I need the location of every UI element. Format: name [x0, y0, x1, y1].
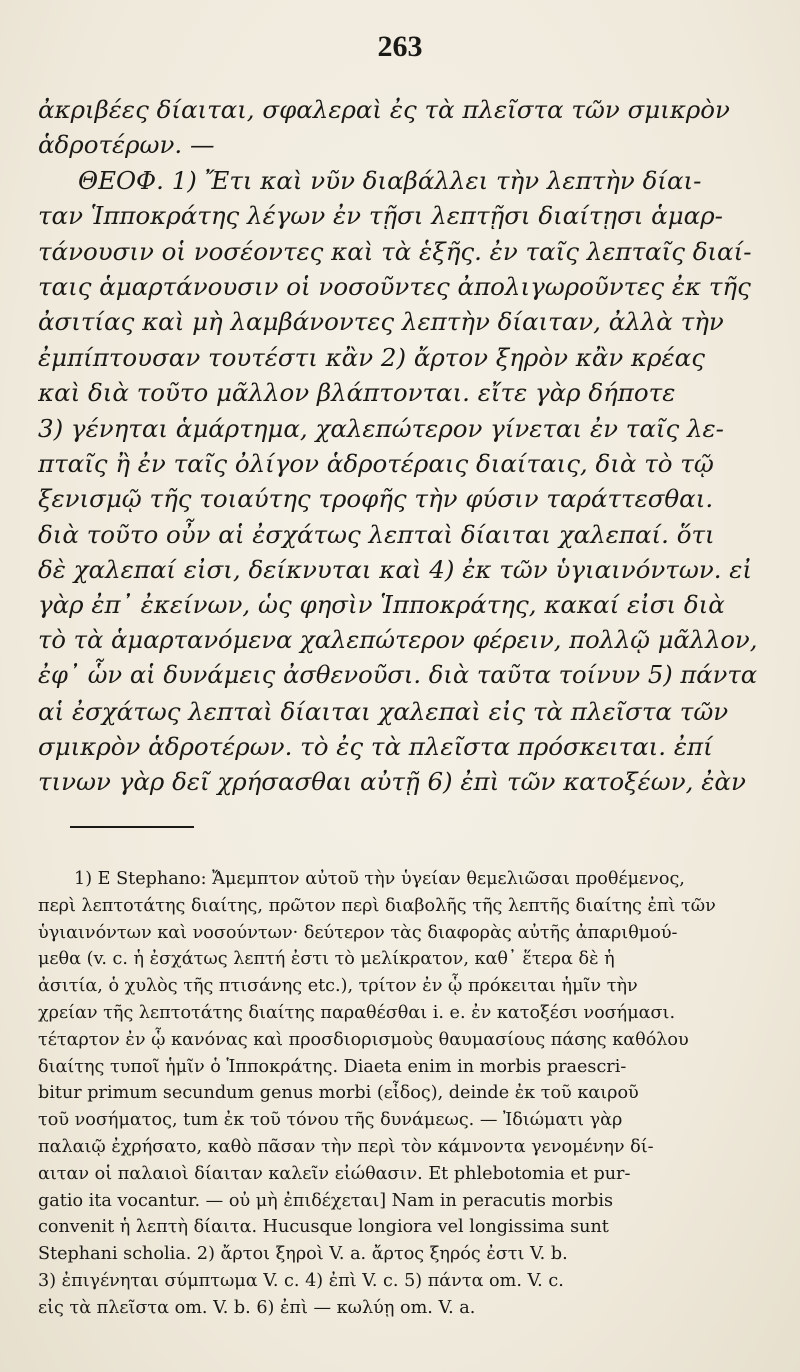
footnote-line: convenit ἡ λεπτὴ δίαιτα. Hucusque longiora vel longissima sunt: [38, 1217, 609, 1238]
text-line: τάνουσιν οἱ νοσέοντες καὶ τὰ ἑξῆς. ἐν ταῖς λεπταῖς διαί-: [38, 236, 752, 266]
footnote-line: εἰς τὰ πλεῖστα om. V. b. 6) ἐπὶ — κωλύῃ om. V. a.: [38, 1297, 476, 1318]
text-line: σμικρὸν ἁδροτέρων. τὸ ἐς τὰ πλεῖστα πρόσκειται. ἐπί: [38, 732, 713, 762]
text-line: 3) γένηται ἁμάρτημα, χαλεπώτερον γίνεται ἐν ταῖς λε-: [38, 413, 724, 443]
text-line: ἐμπίπτουσαν τουτέστι κἂν 2) ἄρτον ξηρὸν κἂν κρέας: [38, 342, 705, 372]
text-line: διὰ τοῦτο οὖν αἱ ἐσχάτως λεπταὶ δίαιται χαλεπαί. ὅτι: [38, 519, 715, 549]
text-line: ΘΕΟΦ. 1) Ἔτι καὶ νῦν διαβάλλει τὴν λεπτὴν δίαι-: [78, 165, 702, 195]
text-line: ἁδροτέρων. —: [38, 130, 215, 160]
text-line: δὲ χαλεπαί εἰσι, δείκνυται καὶ 4) ἐκ τῶν ὑγιαινόντων. εἰ: [38, 555, 753, 585]
text-line: ἀκριβέες δίαιται, σφαλεραὶ ἐς τὰ πλεῖστα τῶν σμικρὸν: [38, 95, 730, 124]
footnote-line: τέταρτον ἐν ᾧ κανόνας καὶ προσδιορισμοὺς θαυμασίους πάσης καθόλου: [38, 1029, 689, 1050]
page-number: 263: [377, 30, 423, 63]
footnote-line: τοῦ νοσήματος, tum ἐκ τοῦ τόνου τῆς δυνάμεως. — Ἰδιώματι γὰρ: [38, 1110, 623, 1131]
footnote-divider: [70, 826, 194, 828]
text-line: ἀσιτίας καὶ μὴ λαμβάνοντες λεπτὴν δίαιταν, ἀλλὰ τὴν: [38, 307, 724, 337]
footnote-line: ὑγιαινόντων καὶ νοσούντων· δεύτερον τὰς διαφορὰς αὐτῆς ἀπαριθμού-: [38, 922, 678, 943]
text-line: ἐφ᾿ ὧν αἱ δυνάμεις ἀσθενοῦσι. διὰ ταῦτα τοίνυν 5) πάντα: [38, 661, 758, 690]
text-line: πταῖς ἢ ἐν ταῖς ὀλίγον ἁδροτέραις διαίταις, διὰ τὸ τῷ: [38, 448, 714, 478]
text-line: καὶ διὰ τοῦτο μᾶλλον βλάπτονται. εἴτε γὰρ δήποτε: [38, 378, 676, 408]
footnote-line: περὶ λεπτοτάτης διαίτης, πρῶτον περὶ διαβολῆς τῆς λεπτῆς διαίτης ἐπὶ τῶν: [38, 895, 716, 916]
text-line: τινων γὰρ δεῖ χρήσασθαι αὐτῇ 6) ἐπὶ τῶν κατοξέων, ἐὰν: [38, 767, 746, 797]
text-line: ξενισμῷ τῆς τοιαύτης τροφῆς τὴν φύσιν ταράττεσθαι.: [38, 484, 714, 514]
text-line: τὸ τὰ ἁμαρτανόμενα χαλεπώτερον φέρειν, πολλῷ μᾶλλον,: [38, 625, 758, 654]
footnote-line: ἀσιτία, ὁ χυλὸς τῆς πτισάνης etc.), τρίτον ἐν ᾧ πρόκειται ἡμῖν τὴν: [38, 976, 638, 997]
footnotes: [38, 866, 764, 1322]
footnote-line: 1) E Stephano: Ἄμεμπτον αὐτοῦ τὴν ὑγείαν θεμελιῶσαι προθέμενος,: [74, 869, 685, 889]
footnote-line: διαίτης τυποῖ ἡμῖν ὁ Ἱπποκράτης. Diaeta enim in morbis praescri-: [38, 1056, 627, 1077]
footnote-line: παλαιῷ ἐχρήσατο, καθὸ πᾶσαν τὴν περὶ τὸν κάμνοντα γενομένην δί-: [38, 1136, 654, 1157]
footnote-line: 3) ἐπιγένηται σύμπτωμα V. c. 4) ἐπὶ V. c. 5) πάντα om. V. c.: [38, 1270, 564, 1291]
footnote-line: gatio ita vocantur. — οὐ μὴ ἐπιδέχεται] Nam in peracutis morbis: [38, 1190, 614, 1211]
text-line: γὰρ ἐπ᾿ ἐκείνων, ὡς φησὶν Ἱπποκράτης, κακαί εἰσι διὰ: [38, 590, 725, 620]
footnote-line: μεθα (v. c. ἡ ἐσχάτως λεπτή ἐστι τὸ μελίκρατον, καθ᾿ ἕτερα δὲ ἡ: [38, 949, 615, 970]
footnote-line: χρείαν τῆς λεπτοτάτης διαίτης παραθέσθαι i. e. ἐν κατοξέσι νοσήμασι.: [38, 1002, 676, 1023]
footnote-line: bitur primum secundum genus morbi (εἶδος), deinde ἐκ τοῦ καιροῦ: [38, 1083, 639, 1104]
footnote-line: Stephani scholia. 2) ἄρτοι ξηροὶ V. a. ἄρτος ξηρός ἐστι V. b.: [38, 1244, 568, 1265]
text-line: ταις ἁμαρτάνουσιν οἱ νοσοῦντες ἀπολιγωροῦντες ἐκ τῆς: [38, 271, 751, 301]
main-text: [38, 92, 760, 800]
text-line: αἱ ἐσχάτως λεπταὶ δίαιται χαλεπαὶ εἰς τὰ πλεῖστα τῶν: [38, 696, 729, 726]
text-line: ταν Ἱπποκράτης λέγων ἐν τῇσι λεπτῇσι διαίτῃσι ἁμαρ-: [38, 201, 723, 231]
footnote-line: αιταν οἱ παλαιοὶ δίαιταν καλεῖν εἰώθασιν. Et phlebotomia et pur-: [38, 1163, 631, 1184]
